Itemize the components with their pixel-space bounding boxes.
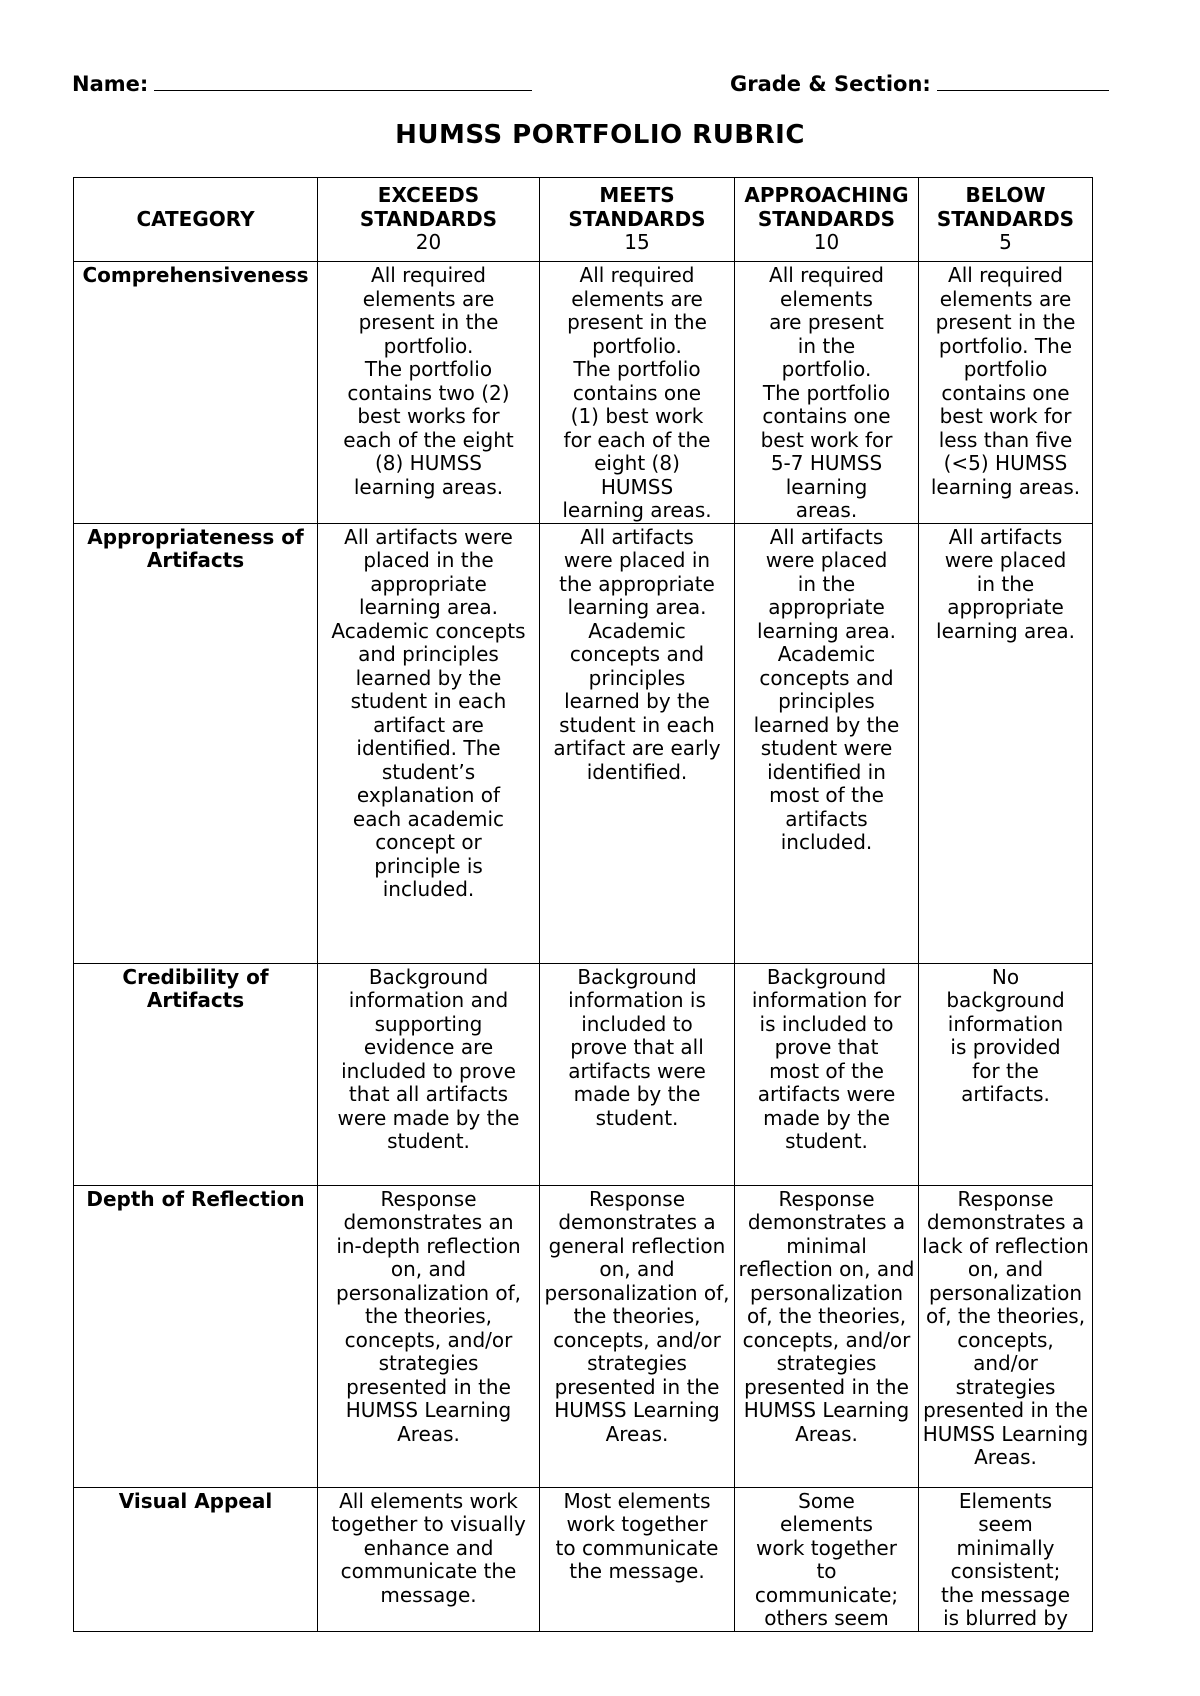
rubric-cell-exceeds: All elements work together to visually enhance and communicate the message. [318, 1487, 540, 1631]
table-row-credibility [74, 963, 1093, 1185]
points-20: 20 [415, 230, 442, 255]
table-header-row [74, 178, 1093, 262]
rubric-cell-exceeds: Background information and supporting evidence are included to prove that all artifacts were made by the student. [318, 963, 540, 1185]
rubric-cell-below: Elements seem minimally consistent; the message is blurred by [919, 1487, 1093, 1631]
header-meets-standards: MEETS STANDARDS 15 [540, 178, 735, 262]
rubric-cell-exceeds: All artifacts were placed in the appropriate learning area. Academic concepts and principles learned by the student in each artifact are identified. The student’s explanation of each academic concept or principle is included. [318, 523, 540, 963]
category-cell: Credibility of Artifacts [74, 963, 318, 1185]
rubric-cell-below: No background information is provided for the artifacts. [919, 963, 1093, 1185]
rubric-cell-approaching: All required elements are present in the portfolio. The portfolio contains one best work for 5-7 HUMSS learning areas. [735, 262, 919, 524]
points-15: 15 [624, 230, 650, 255]
category-cell: Visual Appeal [74, 1487, 318, 1631]
rubric-cell-meets: Most elements work together to communicate the message. [540, 1487, 735, 1631]
points-10: 10 [813, 230, 840, 255]
rubric-cell-approaching: All artifacts were placed in the appropriate learning area. Academic concepts and principles learned by the student were identified in most of the artifacts included. [735, 523, 919, 963]
grade-section-blank-line [937, 70, 1109, 91]
table-row-depth-of-reflection [74, 1185, 1093, 1487]
rubric-cell-below: All artifacts were placed in the appropriate learning area. [919, 523, 1093, 963]
rubric-cell-meets: Response demonstrates a general reflection on, and personalization of, the theories, concepts, and/or strategies presented in the HUMSS Learning Areas. [540, 1185, 735, 1487]
category-cell: Comprehensiveness [74, 262, 318, 524]
rubric-cell-meets: All required elements are present in the portfolio. The portfolio contains one (1) best work for each of the eight (8) HUMSS learning areas. [540, 262, 735, 524]
name-blank-line [154, 70, 532, 91]
table-row-appropriateness [74, 523, 1093, 963]
points-5: 5 [999, 230, 1012, 255]
rubric-cell-meets: Background information is included to prove that all artifacts were made by the student. [540, 963, 735, 1185]
header-exceeds-standards: EXCEEDS STANDARDS 20 [318, 178, 540, 262]
header-approaching-standards: APPROACHING STANDARDS 10 [735, 178, 919, 262]
table-row-comprehensiveness [74, 262, 1093, 524]
rubric-table [73, 177, 1093, 1632]
rubric-cell-exceeds: Response demonstrates an in-depth reflection on, and personalization of, the theories, concepts, and/or strategies presented in the HUMSS Learning Areas. [318, 1185, 540, 1487]
rubric-cell-approaching: Response demonstrates a minimal reflection on, and personalization of, the theories, concepts, and/or strategies presented in the HUMSS Learning Areas. [735, 1185, 919, 1487]
header-below-standards: BELOW STANDARDS 5 [919, 178, 1093, 262]
page-title: HUMSS PORTFOLIO RUBRIC [395, 120, 805, 150]
name-field [72, 70, 532, 96]
grade-section-label: Grade & Section: [730, 72, 931, 96]
category-cell: Depth of Reflection [74, 1185, 318, 1487]
header-category: CATEGORY [74, 178, 318, 262]
rubric-cell-approaching: Some elements work together to communicate; others seem [735, 1487, 919, 1631]
rubric-cell-exceeds: All required elements are present in the portfolio. The portfolio contains two (2) best works for each of the eight (8) HUMSS learning areas. [318, 262, 540, 524]
rubric-cell-approaching: Background information for is included to prove that most of the artifacts were made by the student. [735, 963, 919, 1185]
rubric-cell-below: Response demonstrates a lack of reflection on, and personalization of, the theories, concepts, and/or strategies presented in the HUMSS Learning Areas. [919, 1185, 1093, 1487]
table-row-visual-appeal [74, 1487, 1093, 1631]
category-cell: Appropriateness of Artifacts [74, 523, 318, 963]
name-label: Name: [72, 72, 149, 96]
rubric-cell-below: All required elements are present in the portfolio. The portfolio contains one best work for less than five (<5) HUMSS learning areas. [919, 262, 1093, 524]
grade-section-field [730, 70, 1109, 96]
rubric-cell-meets: All artifacts were placed in the appropriate learning area. Academic concepts and principles learned by the student in each artifact are early identified. [540, 523, 735, 963]
